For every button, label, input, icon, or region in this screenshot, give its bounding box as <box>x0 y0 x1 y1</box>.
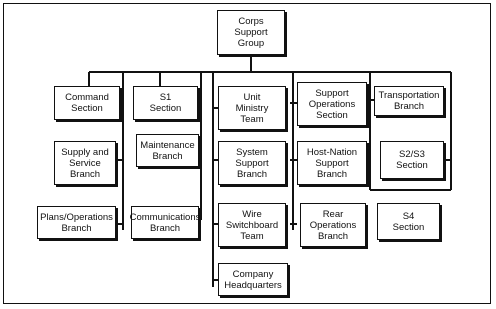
org-node-s1-section: S1 Section <box>133 86 198 120</box>
org-node-plans-operations-branch: Plans/Operations Branch <box>37 206 116 239</box>
org-node-command-section: Command Section <box>54 86 120 120</box>
org-node-support-operations-section: Support Operations Section <box>297 82 367 126</box>
org-node-system-support-branch: System Support Branch <box>218 141 286 185</box>
org-node-rear-operations-branch: Rear Operations Branch <box>300 203 366 247</box>
org-node-maintenance-branch: Maintenance Branch <box>136 134 199 167</box>
org-node-s4-section: S4 Section <box>377 203 440 240</box>
org-node-host-nation-support-branch: Host-Nation Support Branch <box>297 141 367 185</box>
org-node-corps-support-group: Corps Support Group <box>217 10 285 55</box>
org-node-transportation-branch: Transportation Branch <box>374 86 444 116</box>
org-node-unit-ministry-team: Unit Ministry Team <box>218 86 286 130</box>
org-node-company-headquarters: Company Headquarters <box>218 263 288 296</box>
org-node-supply-service-branch: Supply and Service Branch <box>54 141 116 185</box>
org-node-communications-branch: Communications Branch <box>131 206 199 239</box>
org-node-wire-switchboard-team: Wire Switchboard Team <box>218 203 286 247</box>
org-node-s2-s3-section: S2/S3 Section <box>380 141 444 179</box>
